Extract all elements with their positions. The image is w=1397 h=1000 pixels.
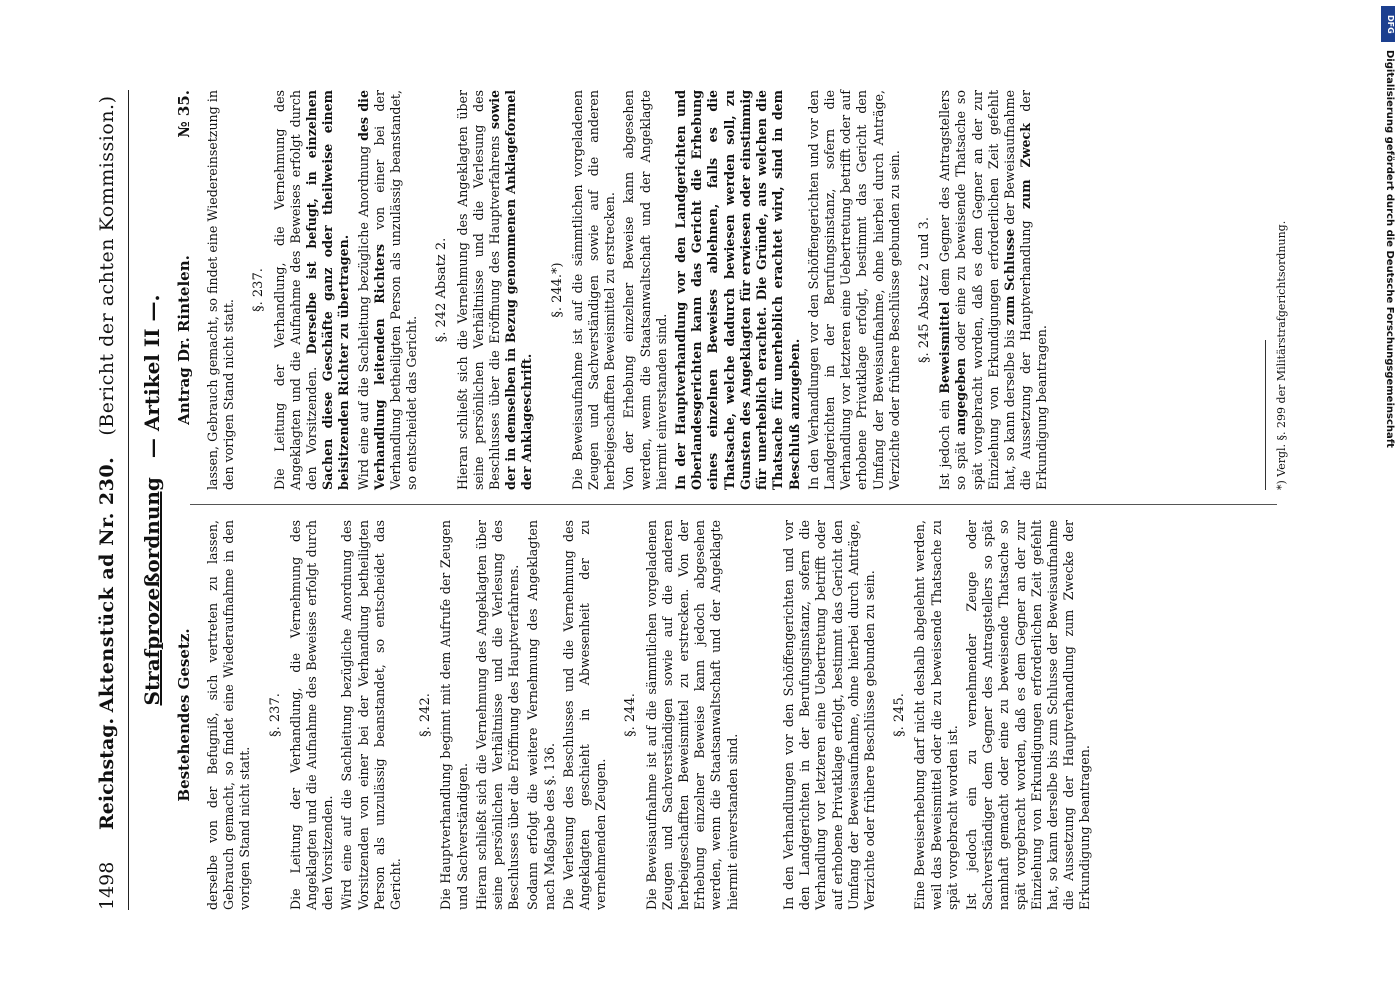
left-text: Die Leitung der Verhandlung, die Vernehmung des Angeklagten und die Aufnahme des Beweises erfolgt durch den Vorsitzenden. (287, 520, 336, 910)
left-text: Ist jedoch ein zu vernehmender Zeuge oder Sachverständiger dem Gegner des Antragstellers so spät namhaft gemacht oder eine zu beweisende Thatsache so spät vorgebracht worden, daß es dem Gegner an der zur Einziehung von Erkundigungen erforderlichen Zeit gefehlt hat, so kann derselbe bis zum Schlusse der Beweisaufnahme die Aussetzung der Hauptverhandlung zum Zwecke der Erkundigung beantragen. (963, 520, 1093, 910)
right-text: Von der Erhebung einzelner Beweise kann abgesehen werden, wenn die Staatsanwaltschaft und der Angeklagte hiermit einverstanden sind. (621, 90, 669, 490)
right-text: Die Beweisaufnahme ist auf die sämmtlichen vorgeladenen Zeugen und Sachverständigen sowie auf die anderen herbeigeschafften Beweismittel zu erstrecken. (569, 90, 618, 490)
column-divider (190, 504, 1277, 505)
section-number: §. 244.*) (549, 262, 565, 318)
header-document: Aktenstück ad Nr. 230. (96, 456, 118, 713)
inserted-text: sowie der in demselben in Bezug genommenen Anklageformel der Anklageschrift. (487, 90, 535, 490)
header-report: (Bericht der achten Kommission.) (96, 95, 118, 436)
inserted-text: Beweismittel (937, 301, 953, 394)
header-rule (128, 90, 129, 910)
right-text: der Beweisaufnahme die Aussetzung der Hauptverhandlung (1001, 90, 1034, 490)
page-title (140, 90, 164, 910)
section-number: §. 242. (418, 693, 434, 737)
right-text: lassen, Gebrauch gemacht, so findet eine Wiedereinsetzung in den vorigen Stand nicht statt. (205, 90, 237, 490)
right-text: Die Leitung der Verhandlung, die Vernehmung des Angeklagten und die Aufnahme des Beweises erfolgt durch den Vorsitzenden. (271, 90, 320, 490)
inserted-text: In der Hauptverhandlung vor den Landgerichten und Oberlandesgerichten kann das Gericht die Erhebung eines einzelnen Beweises ablehnen, falls es die Thatsache, welche dadurch bewiesen werden soll, zu Gunsten des Angeklagten für erwiesen oder einstimmig für unerheblich erachtet. Die Gründe, aus welchen die Thatsache für unerheblich erachtet wird, sind in dem Beschluß anzugeben. (673, 90, 802, 490)
left-text: Die Hauptverhandlung beginnt mit dem Aufrufe der Zeugen und Sachverständigen. (438, 520, 470, 910)
right-text: der Erkundigung beantragen. (1018, 90, 1050, 490)
footnote: *) Vergl. §. 299 der Militärstrafgerichtsordnung. (1275, 220, 1288, 490)
right-column (205, 90, 1054, 490)
footnote-rule (1265, 340, 1266, 490)
header-middle (96, 90, 118, 718)
right-text: Wird eine auf die Sachleitung bezügliche Anordnung (355, 145, 371, 490)
left-column-heading: Bestehendes Gesetz. (175, 628, 193, 802)
title-article: — Artikel II —. (140, 294, 164, 459)
title-law: Strafprozeßordnung (140, 477, 164, 706)
left-text: derselbe von der Befugniß, sich vertreten zu lassen, Gebrauch gemacht, so findet eine Wiederaufnahme in den vorigen Stand nicht statt. (205, 520, 253, 910)
dfg-logo: DFG (1381, 6, 1395, 42)
section-number: §. 242 Absatz 2. (434, 237, 450, 343)
left-text: Sodann erfolgt die weitere Vernehmung des Angeklagten nach Maßgabe des §. 136. (525, 520, 557, 910)
right-text: von einer bei der Verhandlung betheiligten Person als unzulässig beanstandet, so entscheidet das Gericht. (371, 90, 420, 490)
right-text (937, 90, 1050, 490)
left-text: Eine Beweiserhebung darf nicht deshalb abgelehnt werden, weil das Beweismittel oder die zu beweisende Thatsache zu spät vorgebracht worden ist. (912, 520, 960, 910)
page-header (92, 90, 122, 910)
left-text: Die Beweisaufnahme ist auf die sämmtlichen vorgeladenen Zeugen und Sachverständigen sowie auf die anderen herbeigeschafften Beweismittel zu erstrecken. Von der Erhebung einzelner Beweise kann jedoch abgesehen werden, wenn die Staatsanwaltschaft und der Angeklagte hiermit einverstanden sind. (643, 520, 740, 910)
section-number: §. 237. (267, 693, 283, 737)
right-text (272, 90, 353, 490)
right-text: dem Gegner des Antragstellers so spät (937, 90, 969, 490)
right-text: Ist jedoch ein (937, 399, 953, 490)
right-column-heading: Antrag Dr. Rintelen. (175, 255, 193, 425)
left-text: Hieran schließt sich die Vernehmung des Angeklagten über seine persönlichen Verhältnisse und die Verlesung des Beschlusses über die Eröffnung des Hauptverfahrens. (473, 520, 522, 910)
page-number: 1498 (96, 861, 118, 910)
inserted-text: angegeben (953, 357, 969, 435)
right-text: Hieran schließt sich die Vernehmung des Angeklagten über seine persönlichen Verhältnisse und die Verlesung des Beschlusses über die Eröffnung des Hauptverfahrens (454, 90, 503, 490)
inserted-text: Derselbe ist befugt, in einzelnen Sachen diese Geschäfte ganz oder theilweise einem beisitzenden Richter zu übertragen. (304, 90, 352, 490)
inserted-text: zum Zweck (1018, 123, 1034, 209)
left-text: Die Verlesung des Beschlusses und die Vernehmung des Angeklagten geschieht in Abwesenheit der zu vernehmenden Zeugen. (560, 520, 609, 910)
section-number: §. 245 Absatz 2 und 3. (916, 216, 932, 364)
section-number: §. 237. (251, 268, 267, 312)
left-text: In den Verhandlungen vor den Schöffengerichten und vor den Landgerichten in der Berufungsinstanz, sofern die Verhandlung vor letzteren eine Uebertretung betrifft oder auf erhobene Privatklage erfolgt, bestimmt das Gericht den Umfang der Beweisaufnahme, ohne hierbei durch Anträge, Verzichte oder frühere Beschlüsse gebunden zu sein. (780, 520, 877, 910)
header-left: Reichstag. (96, 717, 118, 830)
dfg-notice: Digitalisierung gefördert durch die Deutsche Forschungsgemeinschaft (1384, 50, 1395, 448)
inserted-text: des die Verhandlung leitenden Richters (355, 90, 387, 490)
right-text: oder eine zu beweisende Thatsache so spät vorgebracht worden, daß es dem Gegner an der zur Einziehung von Erkundigungen erforderlichen Zeit gefehlt hat, so kann derselbe bis (953, 90, 1017, 490)
left-text: Wird eine auf die Sachleitung bezügliche Anordnung des Vorsitzenden von einer bei der Verhandlung betheiligten Person als unzulässig beanstandet, so entscheidet das Gericht. (339, 520, 404, 910)
right-text (455, 90, 536, 490)
left-column (205, 520, 1097, 910)
section-number: §. 245. (892, 693, 908, 737)
motion-number: № 35. (175, 90, 193, 138)
section-number: §. 244. (623, 693, 639, 737)
right-text: In den Verhandlungen vor den Schöffengerichten und vor den Landgerichten in der Berufungsinstanz, sofern die Verhandlung vor letzteren eine Uebertretung betrifft oder auf erhobene Privatklage erfolgt, bestimmt das Gericht den Umfang der Beweisaufnahme, ohne hierbei durch Anträge, Verzichte oder frühere Beschlüsse gebunden zu sein. (805, 90, 902, 490)
right-text (356, 90, 421, 490)
inserted-text: zum Schlusse (1001, 228, 1017, 326)
dfg-sidebar (1375, 0, 1397, 1000)
